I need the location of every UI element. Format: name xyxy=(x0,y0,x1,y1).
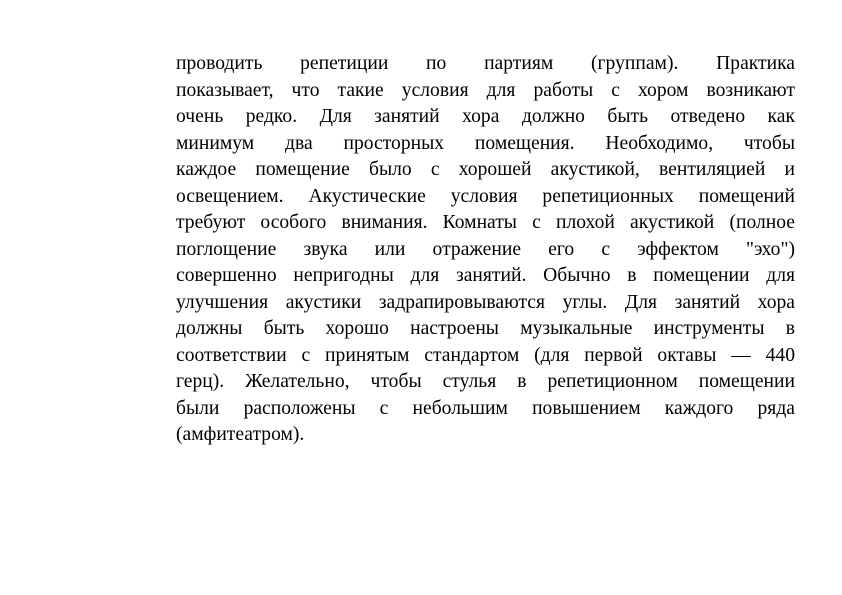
text-line: соответствии с принятым стандартом (для первой октавы — 440 xyxy=(176,344,795,366)
text-line: очень редко. Для занятий хора должно быть отведено как xyxy=(176,106,795,127)
body-paragraph xyxy=(176,51,795,449)
text-line: минимум два просторных помещения. Необходимо, чтобы xyxy=(176,132,795,154)
text-line: освещением. Акустические условия репетиционных помещений xyxy=(176,185,795,207)
text-line: требуют особого внимания. Комнаты с плохой акустикой (полное xyxy=(176,212,795,233)
text-line: должны быть хорошо настроены музыкальные инструменты в xyxy=(176,318,795,339)
text-line: совершенно непригодны для занятий. Обычно в помещении для xyxy=(176,265,795,286)
text-line: проводить репетиции по партиям (группам). Практика xyxy=(176,53,795,74)
text-line: герц). Желательно, чтобы стулья в репетиционном помещении xyxy=(176,371,795,392)
text-line: показывает, что такие условия для работы с хором возникают xyxy=(176,79,795,101)
text-line: были расположены с небольшим повышением каждого ряда xyxy=(176,397,795,419)
text-line: (амфитеатром). xyxy=(176,424,305,445)
text-line: улучшения акустики задрапировываются углы. Для занятий хора xyxy=(176,291,795,313)
text-line: поглощение звука или отражение его с эффектом "эхо") xyxy=(176,238,795,260)
text-line: каждое помещение было с хорошей акустикой, вентиляцией и xyxy=(176,159,795,180)
